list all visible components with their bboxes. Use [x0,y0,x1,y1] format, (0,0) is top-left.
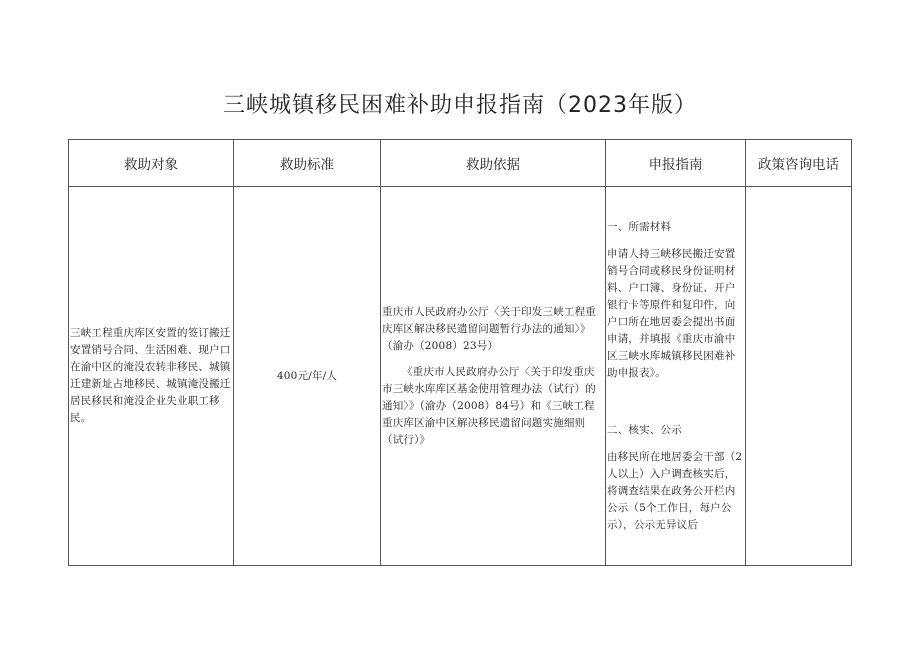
cell-phone [746,187,852,566]
target-text: 三峡工程重庆库区安置的签订搬迁安置销号合同、生活困难、现户口在渝中区的淹没农转非移民、城镇迁建新址占地移民、城镇淹没搬迁居民移民和淹没企业失业职工移民。 [70,327,231,424]
header-guide: 申报指南 [606,140,746,187]
cell-guide [606,187,746,566]
page-title: 三峡城镇移民困难补助申报指南（2023年版） [223,93,697,118]
guide-section1-title: 一、所需材料 [607,220,672,233]
header-target: 救助对象 [69,140,234,187]
basis-paragraph-2: 《重庆市人民政府办公厅〈关于印发重庆市三峡水库库区基金使用管理办法（试行）的通知〉》（渝办（2008）84号）和《三峡工程重庆库区渝中区解决移民遗留问题实施细则（试行）》 [382,365,596,446]
header-basis: 救助依据 [381,140,606,187]
table-row [69,187,852,566]
guide-section2-body: 由移民所在地居委会干部（2人以上）入户调查核实后，将调查结果在政务公开栏内公示（5个工作日，每户公示），公示无异议后 [607,450,743,531]
standard-text: 400元/年/人 [276,369,338,382]
guide-section2-title: 二、核实、公示 [607,423,682,436]
guide-section1-body: 申请人持三峡移民搬迁安置销号合同或移民身份证明材料、户口簿、身份证、开户银行卡等原件和复印件，向户口所在地居委会提出书面申请，并填报《重庆市渝中区三峡水库城镇移民困难补助申报表》。 [607,247,736,379]
basis-paragraph-1: 重庆市人民政府办公厅〈关于印发三峡工程重庆库区解决移民遗留问题暂行办法的通知〉》（渝办（2008）23号） [382,305,596,352]
header-phone: 政策咨询电话 [746,140,852,187]
cell-basis [381,187,606,566]
header-standard: 救助标准 [234,140,381,187]
table-header-row [69,140,852,187]
subsidy-guide-table [68,139,852,566]
cell-target [69,187,234,566]
cell-standard [234,187,381,566]
